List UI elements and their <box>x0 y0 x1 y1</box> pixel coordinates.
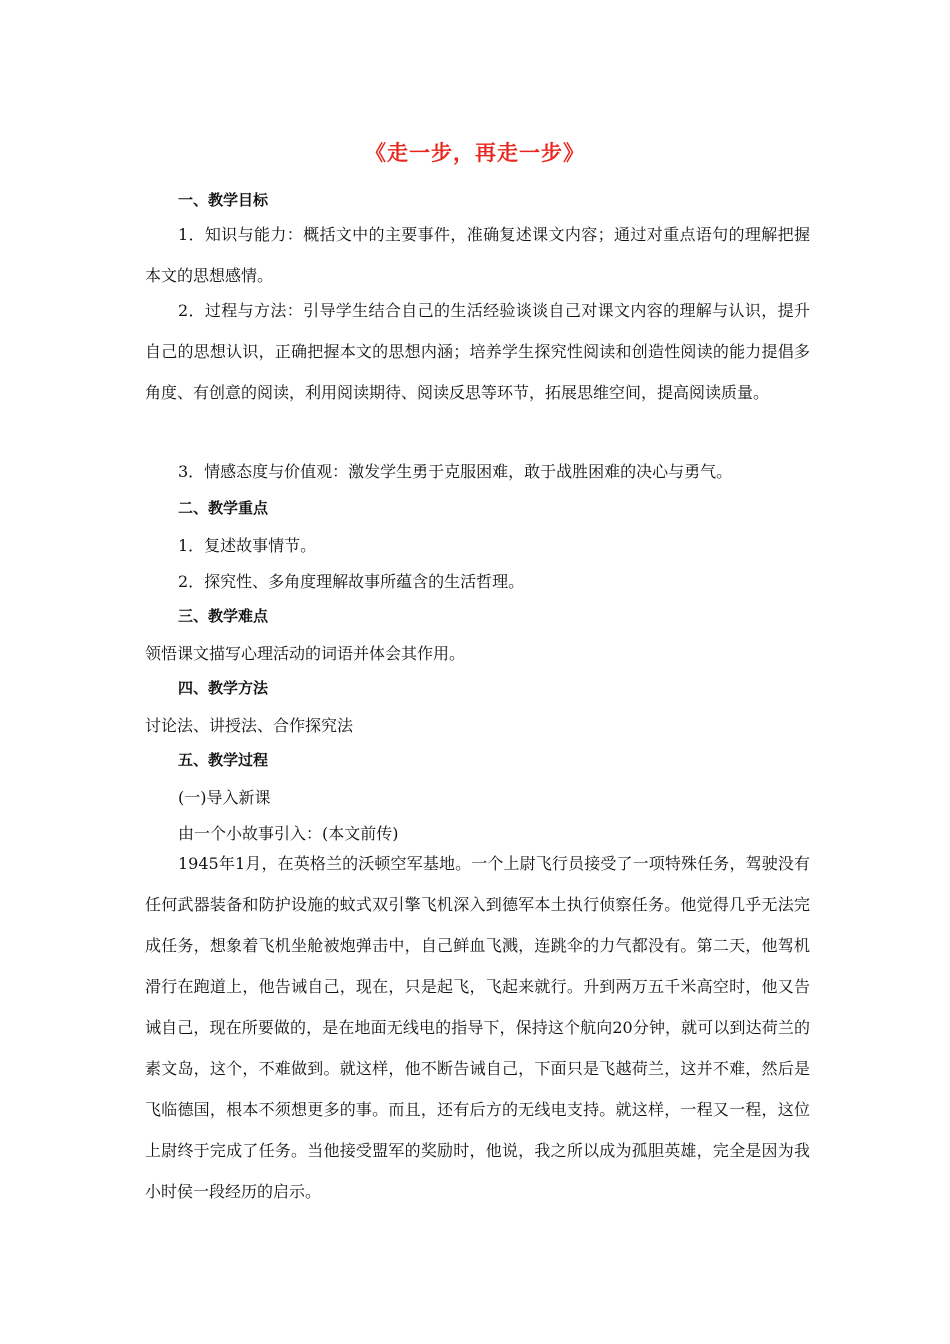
section-heading-methods: 四、教学方法 <box>178 679 269 697</box>
process-intro-lead: 由一个小故事引入：(本文前传) <box>178 824 399 843</box>
section-heading-difficulty: 三、教学难点 <box>178 607 269 625</box>
section-heading-key-points: 二、教学重点 <box>178 499 269 517</box>
objective-knowledge: 1．知识与能力：概括文中的主要事件，准确复述课文内容；通过对重点语句的理解把握本文的思想感情。 <box>145 225 810 285</box>
difficulty-text: 领悟课文描写心理活动的词语并体会其作用。 <box>145 644 466 663</box>
key-point-2: 2．探究性、多角度理解故事所蕴含的生活哲理。 <box>178 572 525 591</box>
process-intro-heading: (一)导入新课 <box>178 788 271 807</box>
section-heading-process: 五、教学过程 <box>178 751 269 769</box>
key-point-1: 1．复述故事情节。 <box>178 536 317 555</box>
methods-text: 讨论法、讲授法、合作探究法 <box>145 716 354 735</box>
objective-process: 2．过程与方法：引导学生结合自己的生活经验谈谈自己对课文内容的理解与认识，提升自己的思想认识，正确把握本文的思想内涵；培养学生探究性阅读和创造性阅读的能力提倡多角度、有创意的阅读，利用阅读期待、阅读反思等环节，拓展思维空间，提高阅读质量。 <box>145 301 810 402</box>
document-title: 《走一步，再走一步》 <box>365 140 585 165</box>
section-heading-objectives: 一、教学目标 <box>178 191 269 209</box>
story-paragraph: 1945年1月，在英格兰的沃顿空军基地。一个上尉飞行员接受了一项特殊任务，驾驶没有任何武器装备和防护设施的蚊式双引擎飞机深入到德军本土执行侦察任务。他觉得几乎无法完成任务，想象着飞机坐舱被炮弹击中，自己鲜血飞溅，连跳伞的力气都没有。第二天，他驾机滑行在跑道上，他告诫自己，现在，只是起飞，飞起来就行。升到两万五千米高空时，他又告诫自己，现在所要做的，是在地面无线电的指导下，保持这个航向20分钟，就可以到达荷兰的素文岛，这个，不难做到。就这样，他不断告诫自己，下面只是飞越荷兰，这并不难，然后是飞临德国，根本不须想更多的事。而且，还有后方的无线电支持。就这样，一程又一程，这位上尉终于完成了任务。当他接受盟军的奖励时，他说，我之所以成为孤胆英雄，完全是因为我小时侯一段经历的启示。 <box>145 854 810 1201</box>
objective-emotion: 3．情感态度与价值观：激发学生勇于克服困难，敢于战胜困难的决心与勇气。 <box>178 462 733 481</box>
